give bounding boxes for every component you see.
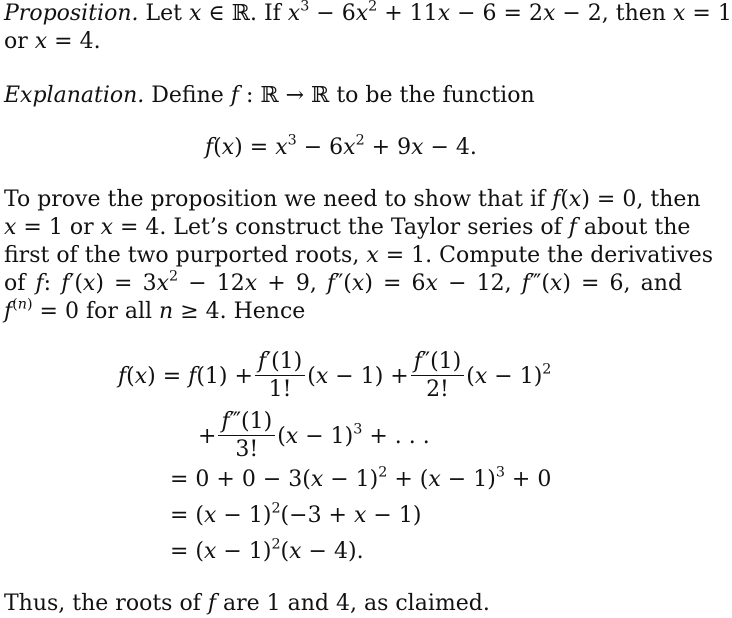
proposition-line-2: or x = 4.	[4, 29, 101, 54]
body-line-4: of f: $f'(x) = 3x^2 - 12x + 9$, f″(x) = 6x − 12, f‴(x) = 6, and	[4, 268, 683, 296]
fraction-first-derivative: $\frac{f'(1)}{1!}$	[255, 351, 305, 401]
fraction-second-derivative: $\frac{f''(1)}{2!}$	[411, 351, 465, 401]
proposition-line-1: Proposition. Let x ∈ ℝ. If $x^3 - 6x^2 + 11x - 6 = 2x - 2$, then x = 1	[4, 0, 732, 26]
body-line-2: x = 1 or x = 4. Let’s construct the Taylor series of f about the	[4, 215, 691, 240]
body-line-3: first of the two purported roots, x = 1. Compute the derivatives	[4, 243, 714, 268]
function-definition: $f(x) = x^3 - 6x^2 + 9x - 4$.	[205, 132, 477, 160]
conclusion: Thus, the roots of f are 1 and 4, as claimed.	[4, 591, 490, 616]
derivation-line-5: = $(x - 1)^2(x - 4)$.	[170, 536, 364, 564]
derivation-line-1: f(x) = f(1) + $\frac{f'(1)}{1!}$ (x − 1) + $\frac{f''(1)}{2!}$ $(x - 1)^2$	[118, 349, 552, 402]
explanation-intro: Explanation. Define f : ℝ → ℝ to be the function	[4, 83, 535, 108]
explanation-label: Explanation.	[4, 83, 145, 108]
proposition-label: Proposition.	[4, 1, 139, 26]
body-line-5: $f^{(n)} = 0$ for all n ≥ 4. Hence	[4, 296, 306, 324]
derivation-line-4: = $(x - 1)^2(-3 + x - 1)$	[170, 500, 422, 528]
derivation-line-3: = $0 + 0 - 3(x - 1)^2 + (x - 1)^3 + 0$	[170, 464, 552, 492]
body-line-1: To prove the proposition we need to show that if f(x) = 0, then	[4, 187, 701, 212]
fraction-third-derivative: $\frac{f‴(1)}{3!}$	[218, 411, 275, 461]
derivation-line-2: + $\frac{f‴(1)}{3!}$ $(x - 1)^3$ + . . .	[198, 409, 430, 462]
